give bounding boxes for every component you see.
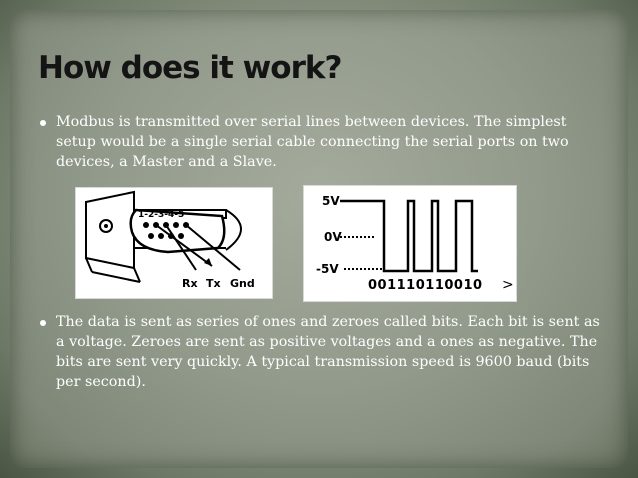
- bullet-item: [40, 312, 602, 392]
- bullet-dot-icon: [40, 320, 46, 326]
- 5v-label: 5V: [322, 194, 340, 208]
- bullet-text: Modbus is transmitted over serial lines between devices. The simplest setup would be a single serial cable connecting the serial ports on two devices, a Master and a Slave.: [56, 114, 569, 170]
- slide-title: How does it work?: [38, 50, 342, 86]
- voltage-waveform-diagram: [303, 185, 517, 302]
- 0v-label: 0V: [324, 230, 342, 244]
- arrow-glyph: >: [502, 277, 514, 293]
- pin-number-labels: 1-2-3-4-5: [138, 210, 185, 220]
- rx-label: Rx: [182, 277, 198, 290]
- bullet-text: The data is sent as series of ones and zeroes called bits. Each bit is sent as a voltage. Zeroes are sent as positive voltages and a ones as negative. The bits are sent very quickly. A typical transmission speed is 9600 baud (bits per second).: [56, 314, 600, 390]
- tx-label: Tx: [206, 277, 221, 290]
- db9-connector-diagram: [75, 187, 273, 299]
- bullet-dot-icon: [40, 120, 46, 126]
- gnd-label: Gnd: [230, 277, 255, 290]
- bullet-item: [40, 112, 602, 172]
- bit-sequence-label: 001110110010: [368, 278, 483, 293]
- minus-5v-label: -5V: [316, 262, 339, 276]
